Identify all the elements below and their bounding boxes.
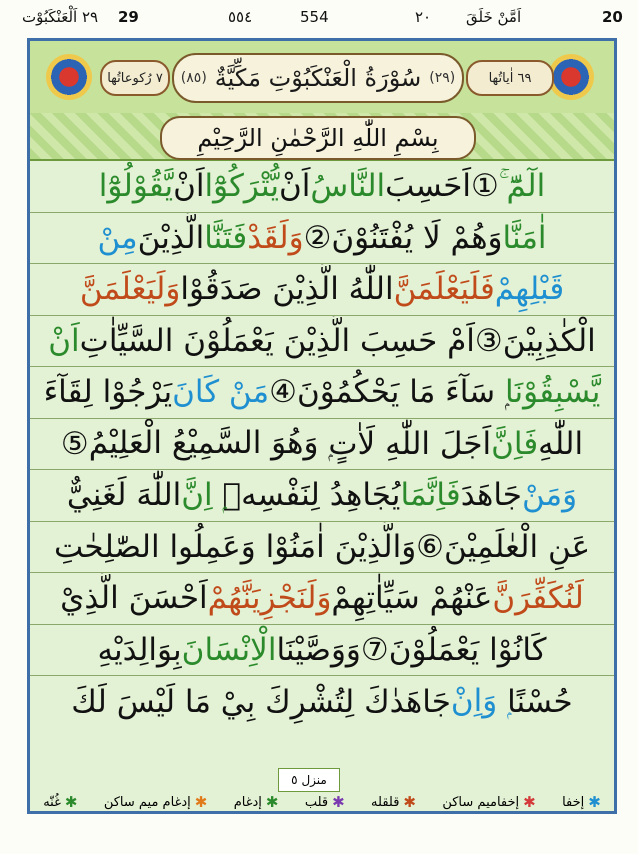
verse-line [30, 573, 614, 625]
verse-word: مَنْ كَانَ [172, 374, 270, 411]
page-number-arabic: ٥٥٤ [228, 8, 253, 26]
star-icon: ✱ [332, 793, 345, 811]
legend-label: قلقله [371, 794, 400, 810]
verse-word: اللّٰهَ لَغَنِيٌّ [66, 477, 182, 514]
revelation-order: (٨٥) [180, 70, 207, 86]
verse-word: اَنْ [48, 322, 80, 359]
verse-line [30, 625, 614, 677]
verse-word: وَوَصَّيْنَا [276, 631, 361, 668]
verse-word: اَحْسَنَ الَّذِيْ [60, 580, 208, 617]
verse-word: وَلَقَدْ [247, 219, 304, 256]
legend-label: إدغام [233, 794, 262, 810]
verse-word: الٓمّٓ ۚ [498, 167, 546, 204]
page-header [0, 0, 638, 38]
verse-word: عَنِ الْعٰلَمِيْنَ [443, 528, 591, 565]
verse-word: فَاِنَّ [491, 425, 539, 462]
verse-word: ⑤ [60, 425, 89, 462]
verse-word: كَانُوْا يَعْمَلُوْنَ [388, 631, 547, 668]
verse-word: اَنْ [279, 168, 311, 205]
verse-word: وَلَيَعْلَمَنَّ [79, 271, 181, 308]
verse-line [30, 367, 614, 419]
star-icon: ✱ [403, 793, 416, 811]
floral-ornament-icon [46, 54, 92, 100]
verse-word: فَتَنَّا [204, 219, 248, 256]
legend-item [442, 793, 535, 811]
juz-number: 20 [602, 8, 623, 26]
star-icon: ✱ [265, 793, 279, 811]
bismillah: بِسْمِ اللّٰهِ الرَّحْمٰنِ الرَّحِيْمِ [197, 124, 439, 152]
verse-word: بِوَالِدَيْهِ [97, 631, 182, 668]
verse-word: ⑥ [416, 528, 444, 565]
verse-word: حُسْنًا [507, 683, 573, 720]
legend-label: إدغام ميم ساكن [103, 794, 191, 810]
legend-item [371, 793, 416, 811]
verse-word: الْاِنْسَانَ [181, 631, 277, 668]
star-icon: ✱ [588, 793, 601, 811]
legend-item [43, 793, 77, 811]
verse-word: يُجَاهِدُ لِنَفْسِهٖ [222, 477, 401, 514]
legend-item [305, 793, 345, 811]
verse-word: ① [471, 168, 499, 205]
verse-line [30, 264, 614, 316]
verse-word: يَّسْبِقُوْنَا [505, 374, 601, 411]
verse-word: ۭ اِنَّ [181, 476, 223, 513]
verse-word: اَنْ [173, 168, 205, 205]
juz-number-arabic: ٢٠ [415, 8, 432, 26]
verse-word: ④ [269, 374, 297, 411]
verse-word: وَالَّذِيْنَ اٰمَنُوْا وَعَمِلُوا الصّٰلِحٰتِ [53, 528, 417, 565]
verse-line [30, 161, 614, 213]
page-number: 554 [300, 8, 329, 26]
verse-lines [30, 161, 614, 728]
verse-line [30, 470, 614, 522]
verse-word: الَّذِيْنَ [137, 219, 205, 256]
legend-label: إخفا [562, 794, 585, 810]
verse-word: اَحَسِبَ [385, 168, 471, 205]
legend-item [234, 793, 279, 811]
legend-item [562, 793, 601, 811]
verse-word: وَلَنَجْزِيَنَّهُمْ [207, 580, 332, 617]
legend-item [104, 793, 208, 811]
verse-word: الْكٰذِبِيْنَ [502, 322, 596, 359]
bismillah-box [160, 116, 476, 160]
verse-word: لَنُكَفِّرَنَّ [492, 580, 584, 617]
verse-word: وَمَنْ [521, 477, 578, 514]
verse-word: فَلَيَعْلَمَنَّ [393, 271, 495, 308]
verse-word: ۭ سَآءَ مَا يَحْكُمُوْنَ [296, 373, 506, 410]
ayat-count: ٦٩ اٰياتُها [466, 60, 554, 96]
verse-word: اٰمَنَّا [502, 219, 547, 256]
verse-word: عَنْهُمْ سَيِّاٰتِهِمْ [331, 580, 493, 617]
legend-label: غُنّه [43, 794, 61, 810]
verse-word: ② [303, 219, 332, 256]
verse-line [30, 213, 614, 265]
star-icon: ✱ [523, 793, 536, 811]
manzil-marker: منزل ٥ [278, 768, 340, 792]
verse-line [30, 676, 614, 728]
verse-word: اللّٰهُ الَّذِيْنَ صَدَقُوْا [180, 271, 394, 308]
surah-number: 29 [118, 8, 139, 26]
juz-name: اَمَّنْ خَلَقَ [466, 8, 522, 26]
verse-word: اللّٰهِ [538, 425, 584, 462]
surah-title: سُوْرَةُ الْعَنْكَبُوْتِ مَكِّيَّةٌ [214, 64, 422, 92]
surah-header-arabic: ٢٩ اَلْعَنْكَبُوْت [22, 8, 99, 26]
verse-word: ۭ وَهُوَ السَّمِيْعُ الْعَلِيْمُ [88, 425, 329, 462]
verse-word: اَجَلَ اللّٰهِ لَاٰتٍ [328, 425, 492, 462]
verse-word: النَّاسُ [310, 168, 386, 205]
legend-label: إخفاميم ساكن [442, 794, 520, 810]
ruku-count: ٧ رُكوعاتُها [100, 60, 170, 96]
verse-line [30, 522, 614, 574]
verse-word: مِنْ [97, 219, 138, 256]
star-icon: ✱ [194, 793, 208, 811]
surah-index: (٢٩) [429, 70, 456, 86]
verse-word: يُّتْرَكُوْٓا [204, 168, 280, 205]
verse-word: فَاِنَّمَا [400, 477, 461, 514]
verse-word: اَمْ حَسِبَ الَّذِيْنَ يَعْمَلُوْنَ السَّيِّاٰتِ [79, 322, 475, 359]
star-icon: ✱ [64, 793, 78, 811]
verse-word: وَهُمْ لَا يُفْتَنُوْنَ [331, 219, 503, 256]
verse-word: ۭ وَاِنْ [450, 683, 508, 720]
legend-label: قلب [304, 794, 329, 810]
surah-title-box [172, 53, 464, 103]
verse-word: يَرْجُوْا لِقَآءَ [43, 374, 173, 411]
verse-word: جَاهَدٰكَ لِتُشْرِكَ بِيْ مَا لَيْسَ لَكَ [71, 683, 451, 720]
verse-word: ⑦ [360, 631, 389, 668]
verse-line [30, 316, 614, 368]
verse-word: قَبْلِهِمْ [494, 271, 565, 308]
verse-line [30, 419, 614, 471]
floral-ornament-icon [548, 54, 594, 100]
verse-word: جَاهَدَ [460, 477, 522, 514]
tajweed-legend [30, 790, 614, 814]
verse-word: يَّقُوْلُوْٓا [98, 168, 174, 205]
verse-word: ③ [474, 322, 503, 359]
